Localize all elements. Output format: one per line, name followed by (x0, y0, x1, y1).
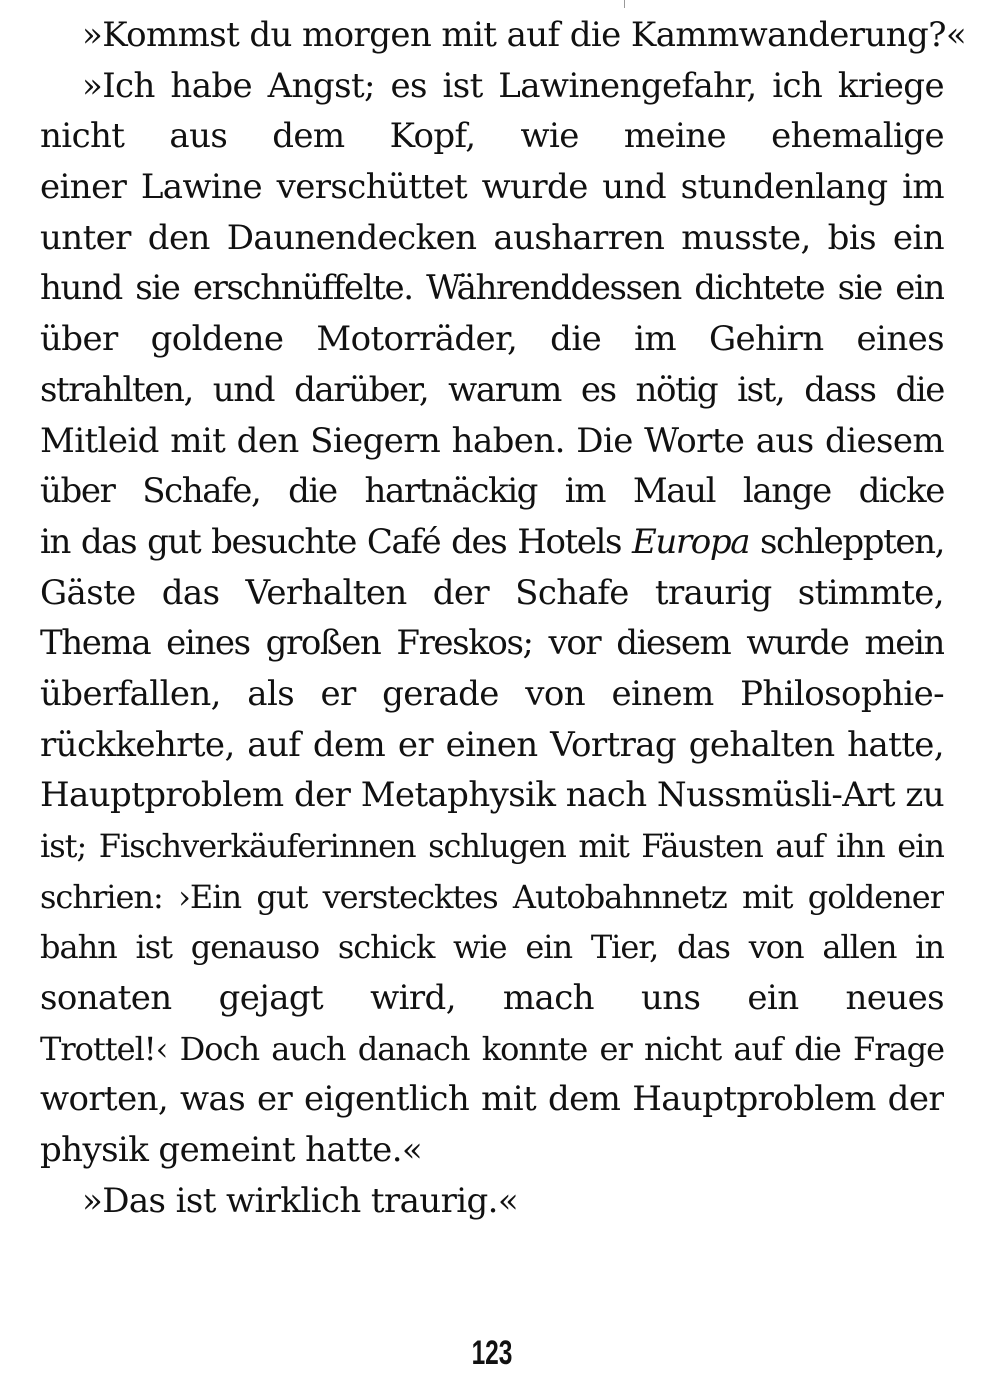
text-line: bahn ist genauso schick wie ein Tier, das von allen in (40, 928, 944, 967)
text-line: überfallen, als er gerade von einem Philosophie- (40, 673, 944, 714)
text-line (40, 517, 944, 568)
text-line: schrien: ›Ein gut verstecktes Autobahnnetz mit goldener (40, 877, 944, 916)
text-line: strahlten, und darüber, warum es nötig ist, dass die (40, 369, 944, 410)
line-text-after: schleppten, (759, 521, 944, 562)
text-line: »Das ist wirklich traurig.« (82, 1180, 519, 1221)
text-line: Mitleid mit den Siegern haben. Die Worte aus diesem (40, 420, 944, 461)
text-line: worten, was er eigentlich mit dem Hauptproblem der (40, 1079, 944, 1120)
text-line: über goldene Motorräder, die im Gehirn eines (40, 319, 944, 360)
text-line: Gäste das Verhalten der Schafe traurig stimmte, (40, 572, 944, 613)
text-line: über Schafe, die hartnäckig im Maul lange dicke (40, 471, 944, 512)
line-text-before: in das gut besuchte Café des Hotels (40, 521, 632, 562)
text-line: rückkehrte, auf dem er einen Vortrag gehalten hatte, (40, 724, 944, 765)
text-line: Trottel!‹ Doch auch danach konnte er nicht auf die Frage (40, 1029, 944, 1068)
text-line: sonaten gejagt wird, mach uns ein neues (40, 978, 944, 1019)
text-line: »Ich habe Angst; es ist Lawinengefahr, ich kriege (82, 65, 944, 106)
scan-edge-mark (624, 0, 625, 8)
text-line: nicht aus dem Kopf, wie meine ehemalige (40, 116, 944, 157)
text-line: Thema eines großen Freskos; vor diesem wurde mein (40, 623, 944, 664)
body-text (40, 10, 967, 1227)
text-line: ist; Fischverkäuferinnen schlugen mit Fäusten auf ihn ein (40, 827, 944, 865)
page-number: 123 (471, 1334, 513, 1372)
hotel-name-italic: Europa (631, 521, 750, 562)
text-line: unter den Daunendecken ausharren musste, bis ein (40, 217, 944, 258)
text-line: Hauptproblem der Metaphysik nach Nussmüsli-Art zu (40, 775, 944, 816)
text-line: einer Lawine verschüttet wurde und stundenlang im (40, 167, 944, 208)
text-line: hund sie erschnüffelte. Währenddessen dichtete sie ein (40, 268, 944, 309)
text-line: physik gemeint hatte.« (40, 1130, 423, 1171)
text-line: »Kommst du morgen mit auf die Kammwanderung?« (82, 15, 967, 55)
